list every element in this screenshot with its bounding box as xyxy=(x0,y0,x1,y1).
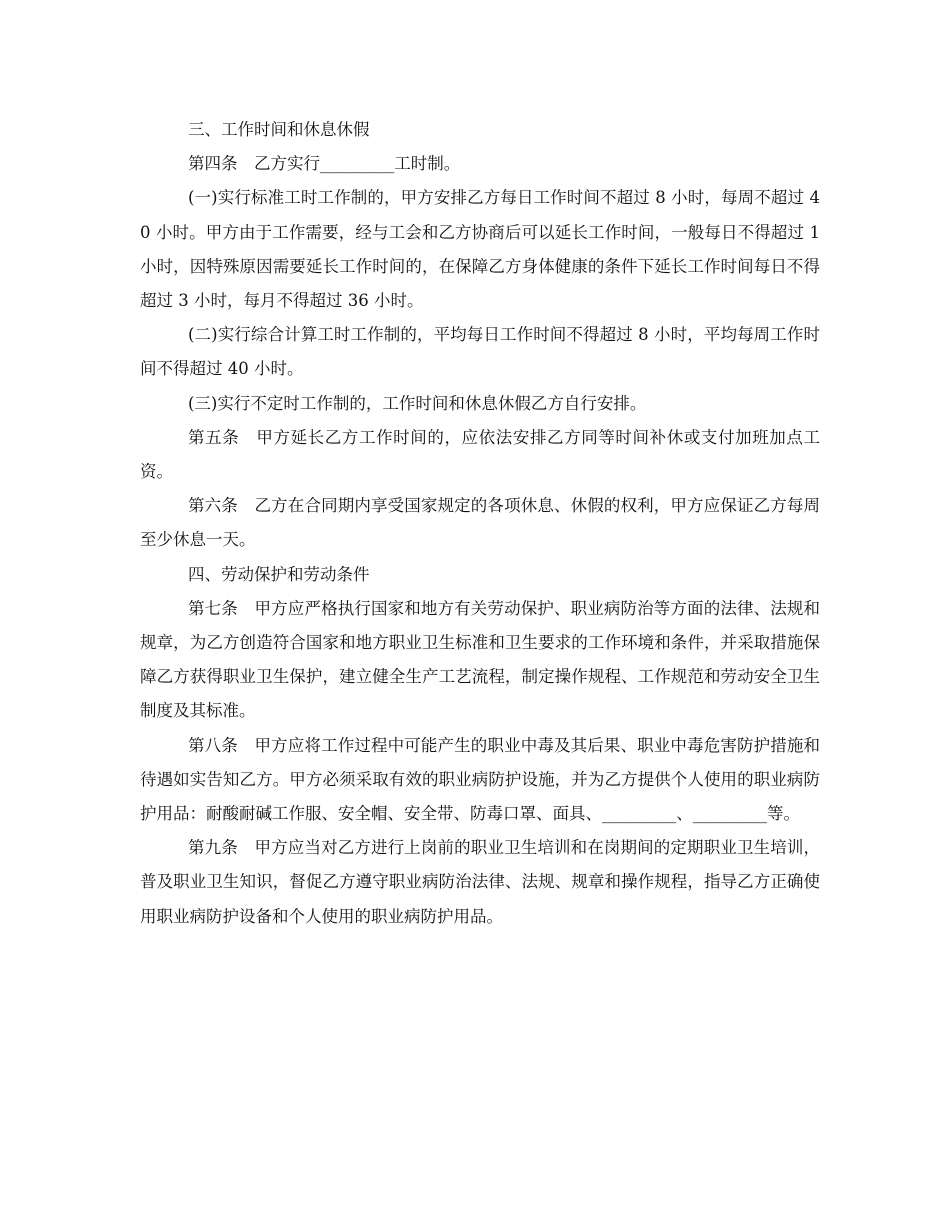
article-4-clause-1: (一)实行标准工时工作制的，甲方安排乙方每日工作时间不超过 8 小时，每周不超过 40 小时。甲方由于工作需要，经与工会和乙方协商后可以延长工作时间，一般每日不得超过 1 小时，因特殊原因需要延长工作时间的，在保障乙方身体健康的条件下延长工作时间每日不得超过 3 小时，每月不得超过 36 小时。 xyxy=(140,188,826,311)
article-8: 第八条 甲方应将工作过程中可能产生的职业中毒及其后果、职业中毒危害防护措施和待遇如实告知乙方。甲方必须采取有效的职业病防护设施，并为乙方提供个人使用的职业病防护用品：耐酸耐碱工作服、安全帽、安全带、防毒口罩、面具、_________、_________等。 xyxy=(140,735,820,824)
article-4-clause-3: (三)实行不定时工作制的，工作时间和休息休假乙方自行安排。 xyxy=(188,393,647,413)
article-4-clause-2: (二)实行综合计算工时工作制的，平均每日工作时间不得超过 8 小时，平均每周工作时间不得超过 40 小时。 xyxy=(140,325,820,379)
article-5: 第五条 甲方延长乙方工作时间的，应依法安排乙方同等时间补休或支付加班加点工资。 xyxy=(140,427,820,482)
article-6: 第六条 乙方在合同期内享受国家规定的各项休息、休假的权利，甲方应保证乙方每周至少休息一天。 xyxy=(140,496,820,550)
section-heading-4: 四、劳动保护和劳动条件 xyxy=(188,564,370,584)
article-9: 第九条 甲方应当对乙方进行上岗前的职业卫生培训和在岗期间的定期职业卫生培训，普及职业卫生知识，督促乙方遵守职业病防治法律、法规、规章和操作规程，指导乙方正确使用职业病防护设备和个人使用的职业病防护用品。 xyxy=(140,838,820,926)
section-heading-3: 三、工作时间和休息休假 xyxy=(188,120,370,139)
article-7: 第七条 甲方应严格执行国家和地方有关劳动保护、职业病防治等方面的法律、法规和规章，为乙方创造符合国家和地方职业卫生标准和卫生要求的工作环境和条件，并采取措施保障乙方获得职业卫生保护，建立健全生产工艺流程，制定操作规程、工作规范和劳动安全卫生制度及其标准。 xyxy=(140,598,820,721)
document-body xyxy=(140,113,826,934)
article-4: 第四条 乙方实行_________工时制。 xyxy=(188,154,461,174)
